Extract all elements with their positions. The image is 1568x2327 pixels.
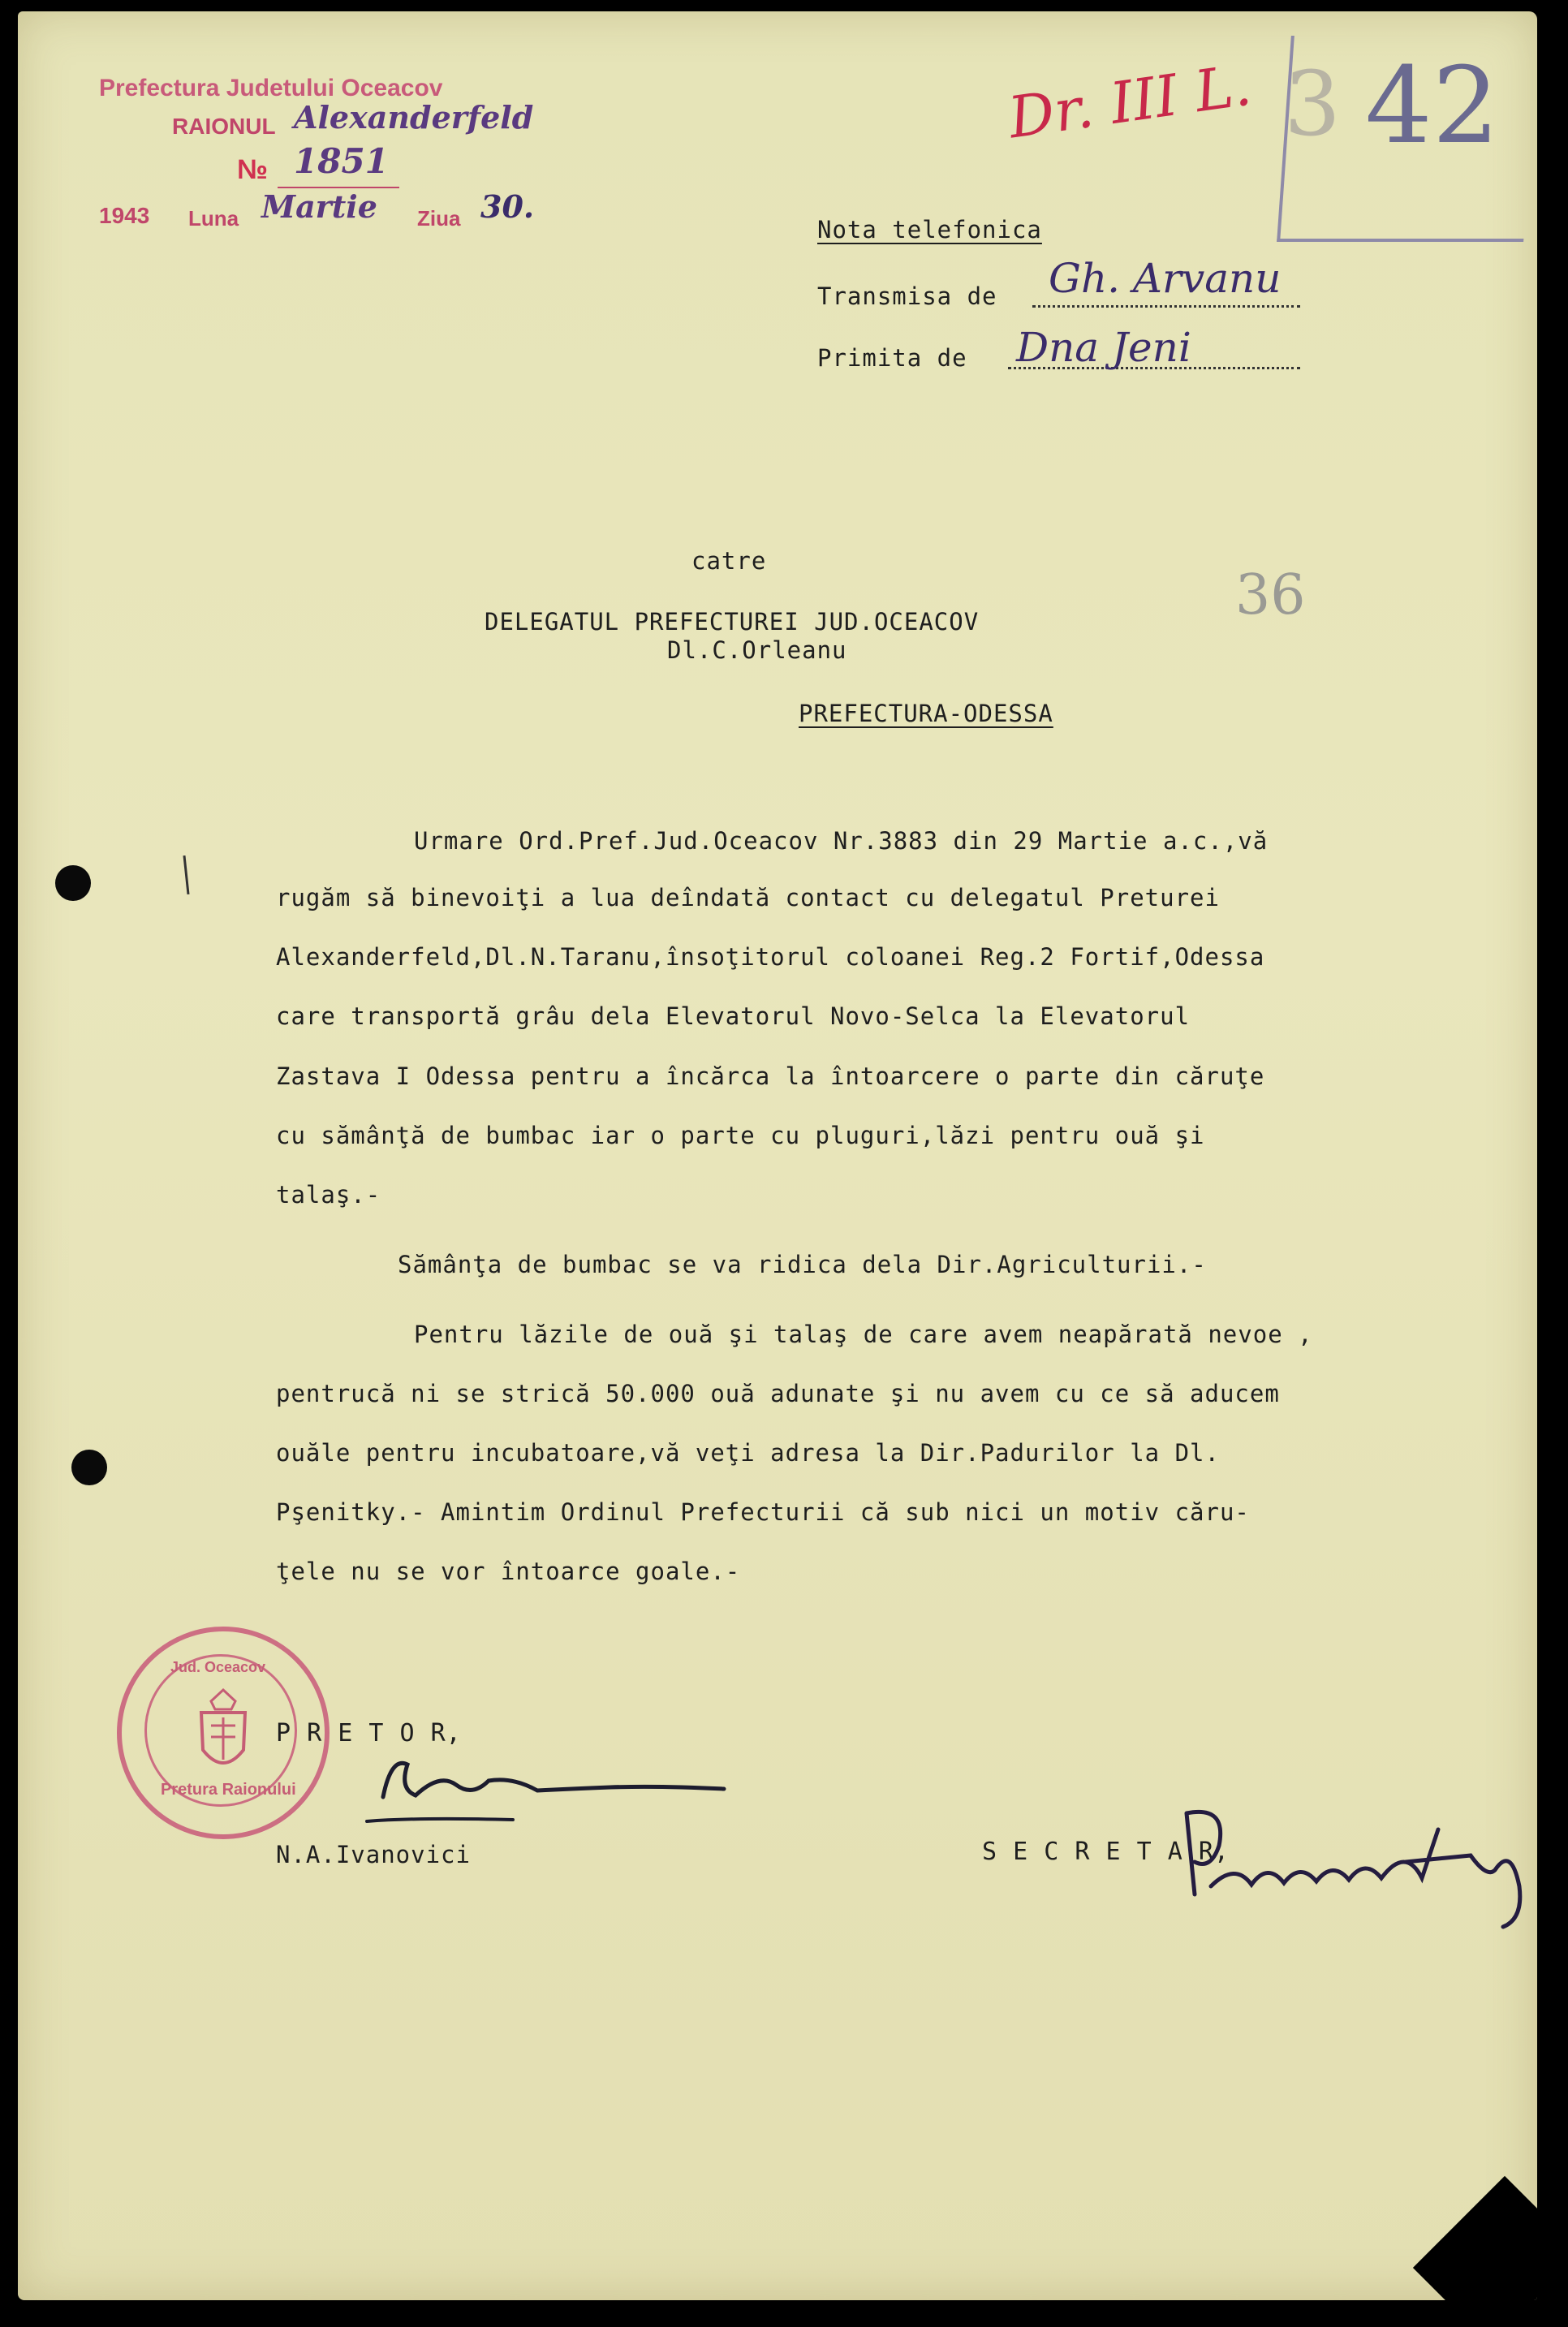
body-line: cu sămânţă de bumbac iar o parte cu pluguri,lăzi pentru ouă şi [276,1122,1205,1149]
stamp-raion-label: RAIONUL [172,114,276,139]
document-page [18,11,1537,2300]
body-line: care transportă grâu dela Elevatorul Novo-Selca la Elevatorul [276,1002,1191,1030]
stamp-ziua-label: Ziua [417,206,461,231]
coat-of-arms-icon [187,1685,260,1782]
pretor-label: P R E T O R, [276,1719,462,1747]
stamp-nr-value: 1851 [294,141,389,181]
stamp-luna-value: Martie [261,188,377,225]
folio-old-number: 3 [1284,52,1341,156]
body-line: ţele nu se vor întoarce goale.- [276,1558,741,1585]
stamp-office: Prefectura Judetului Oceacov [99,75,443,101]
body-line: Pentru lăzile de ouă şi talaş de care avem neapărată nevoe , [414,1321,1313,1348]
stamp-nr-label: № [237,154,268,185]
round-stamp-top-text: Jud. Oceacov [170,1659,266,1675]
addressee-line3: PREFECTURA-ODESSA [799,700,1053,727]
page-pencil-number: 36 [1235,563,1306,627]
round-stamp-text: Pretura Raionului [161,1781,296,1799]
primita-label: Primita de [817,344,967,372]
stamp-raion-value: Alexanderfeld [294,99,534,136]
stamp-year: 1943 [99,203,150,228]
body-line: Urmare Ord.Pref.Jud.Oceacov Nr.3883 din 29 Martie a.c.,vă [414,827,1269,855]
addressee-line2: Dl.C.Orleanu [667,636,847,664]
secretar-label: S E C R E T A R, [982,1838,1230,1866]
folio-bracket [1277,36,1537,242]
addressee-line1: DELEGATUL PREFECTUREI JUD.OCEACOV [485,608,980,636]
body-line: Sămânţa de bumbac se va ridica dela Dir.Agriculturii.- [398,1251,1207,1278]
transmisa-dots [1032,305,1300,308]
note-title: Nota telefonica [817,216,1042,243]
transmisa-value: Gh. Arvanu [1049,255,1282,302]
body-line: Zastava I Odessa pentru a încărca la întoarcere o parte din căruţe [276,1062,1265,1090]
body-line: Pşenitky.- Amintim Ordinul Prefecturii că sub nici un motiv căru- [276,1498,1250,1526]
stamp-ziua-value: 30. [480,188,535,225]
body-line: Alexanderfeld,Dl.N.Taranu,însoţitorul coloanei Reg.2 Fortif,Odessa [276,943,1265,971]
folio-number: 42 [1365,44,1500,167]
secretar-signature [1162,1797,1536,1935]
archive-red-mark: Dr. III L. [1004,51,1256,152]
transmisa-label: Transmisa de [817,282,997,310]
stamp-luna-label: Luna [188,206,239,231]
punch-hole [71,1450,107,1485]
punch-hole [55,865,91,901]
body-line: pentrucă ni se strică 50.000 ouă adunate şi nu avem cu ce să aducem [276,1380,1280,1407]
registration-stamp [99,67,602,237]
pretor-signature [351,1740,740,1829]
margin-pencil-mark [183,855,189,894]
body-line: talaş.- [276,1181,381,1209]
addressee-catre: catre [691,547,767,575]
worn-corner [1413,2176,1537,2300]
body-line: ouăle pentru incubatoare,vă veţi adresa la Dir.Padurilor la Dl. [276,1439,1220,1467]
pretor-name: N.A.Ivanovici [276,1841,471,1868]
body-line: rugăm să binevoiţi a lua deîndată contact cu delegatul Preturei [276,884,1220,911]
primita-value: Dna Jeni [1016,324,1191,371]
